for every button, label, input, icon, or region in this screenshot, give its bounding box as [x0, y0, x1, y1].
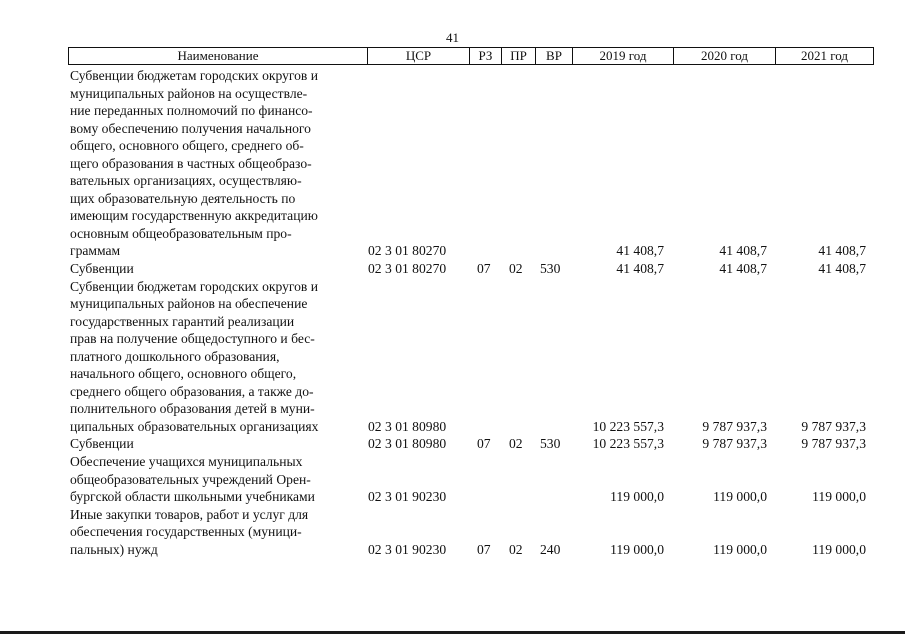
row-pr: 02	[509, 261, 523, 277]
table-row	[68, 67, 874, 260]
row-value-2020: 119 000,0	[713, 489, 767, 505]
table-header	[68, 47, 874, 65]
row-value-2019: 119 000,0	[610, 489, 664, 505]
row-name: Обеспечение учащихся муниципальных общеобразовательных учреждений Орен- бургской области школьными учебниками	[70, 454, 315, 505]
row-value-2019: 10 223 557,3	[592, 418, 664, 434]
table-row	[68, 260, 874, 278]
row-value-2021: 9 787 937,3	[801, 436, 866, 452]
row-value-2020: 9 787 937,3	[702, 436, 767, 452]
row-value-2021: 119 000,0	[812, 489, 866, 505]
row-value-2021: 41 408,7	[818, 261, 866, 277]
header-2021: 2021 год	[775, 48, 873, 64]
row-rz: 07	[477, 541, 491, 557]
row-code: 02 3 01 80980	[368, 418, 447, 434]
row-vr: 530	[540, 436, 561, 452]
header-name: Наименование	[177, 48, 259, 63]
table-row	[68, 506, 874, 559]
row-name: Субвенции	[70, 436, 134, 452]
row-pr: 02	[509, 436, 523, 452]
row-name: Субвенции бюджетам городских округов и муниципальных районов на осуществле- ние переданных полномочий по финансо- вому обеспечению получения начального общего, основного общего, среднего об- щего образования в частных общеобразо- вательных организациях, осуществляю- щих образовательную деятельность по имеющим государственную аккредитацию основным общеобразовательным про- граммам	[70, 68, 319, 259]
row-value-2021: 119 000,0	[812, 541, 866, 557]
row-value-2019: 119 000,0	[610, 541, 664, 557]
table-row	[68, 278, 874, 436]
row-vr: 530	[540, 261, 561, 277]
table-row	[68, 435, 874, 453]
row-value-2020: 9 787 937,3	[702, 418, 767, 434]
row-code: 02 3 01 80270	[368, 261, 447, 277]
header-csr: ЦСР	[367, 48, 469, 64]
row-rz: 07	[477, 261, 491, 277]
row-name: Иные закупки товаров, работ и услуг для обеспечения государственных (муници- пальных) нужд	[70, 506, 309, 557]
row-rz: 07	[477, 436, 491, 452]
row-value-2021: 9 787 937,3	[801, 418, 866, 434]
row-value-2020: 119 000,0	[713, 541, 767, 557]
row-pr: 02	[509, 541, 523, 557]
table-row	[68, 453, 874, 506]
row-code: 02 3 01 90230	[368, 489, 447, 505]
row-value-2019: 41 408,7	[616, 261, 664, 277]
header-2019: 2019 год	[572, 48, 673, 64]
header-vr: ВР	[535, 48, 572, 64]
header-rz: РЗ	[469, 48, 501, 64]
row-vr: 240	[540, 541, 561, 557]
row-name: Субвенции	[70, 261, 134, 277]
row-value-2020: 41 408,7	[719, 243, 767, 259]
page-number: 41	[446, 30, 459, 45]
row-code: 02 3 01 90230	[368, 541, 447, 557]
bottom-rule	[0, 631, 905, 634]
header-2020: 2020 год	[673, 48, 775, 64]
row-value-2019: 41 408,7	[616, 243, 664, 259]
row-value-2020: 41 408,7	[719, 261, 767, 277]
row-name: Субвенции бюджетам городских округов и муниципальных районов на обеспечение государственных гарантий реализации прав на получение общедоступного и бес- платного дошкольного образования, начального общего, основного общего, среднего общего образования, а также до- полнительного образования детей в муни- ципальных образовательных организациях	[70, 278, 319, 434]
row-code: 02 3 01 80980	[368, 436, 447, 452]
row-value-2021: 41 408,7	[818, 243, 866, 259]
header-pr: ПР	[501, 48, 535, 64]
row-value-2019: 10 223 557,3	[592, 436, 664, 452]
row-code: 02 3 01 80270	[368, 243, 447, 259]
table-body	[68, 67, 874, 558]
